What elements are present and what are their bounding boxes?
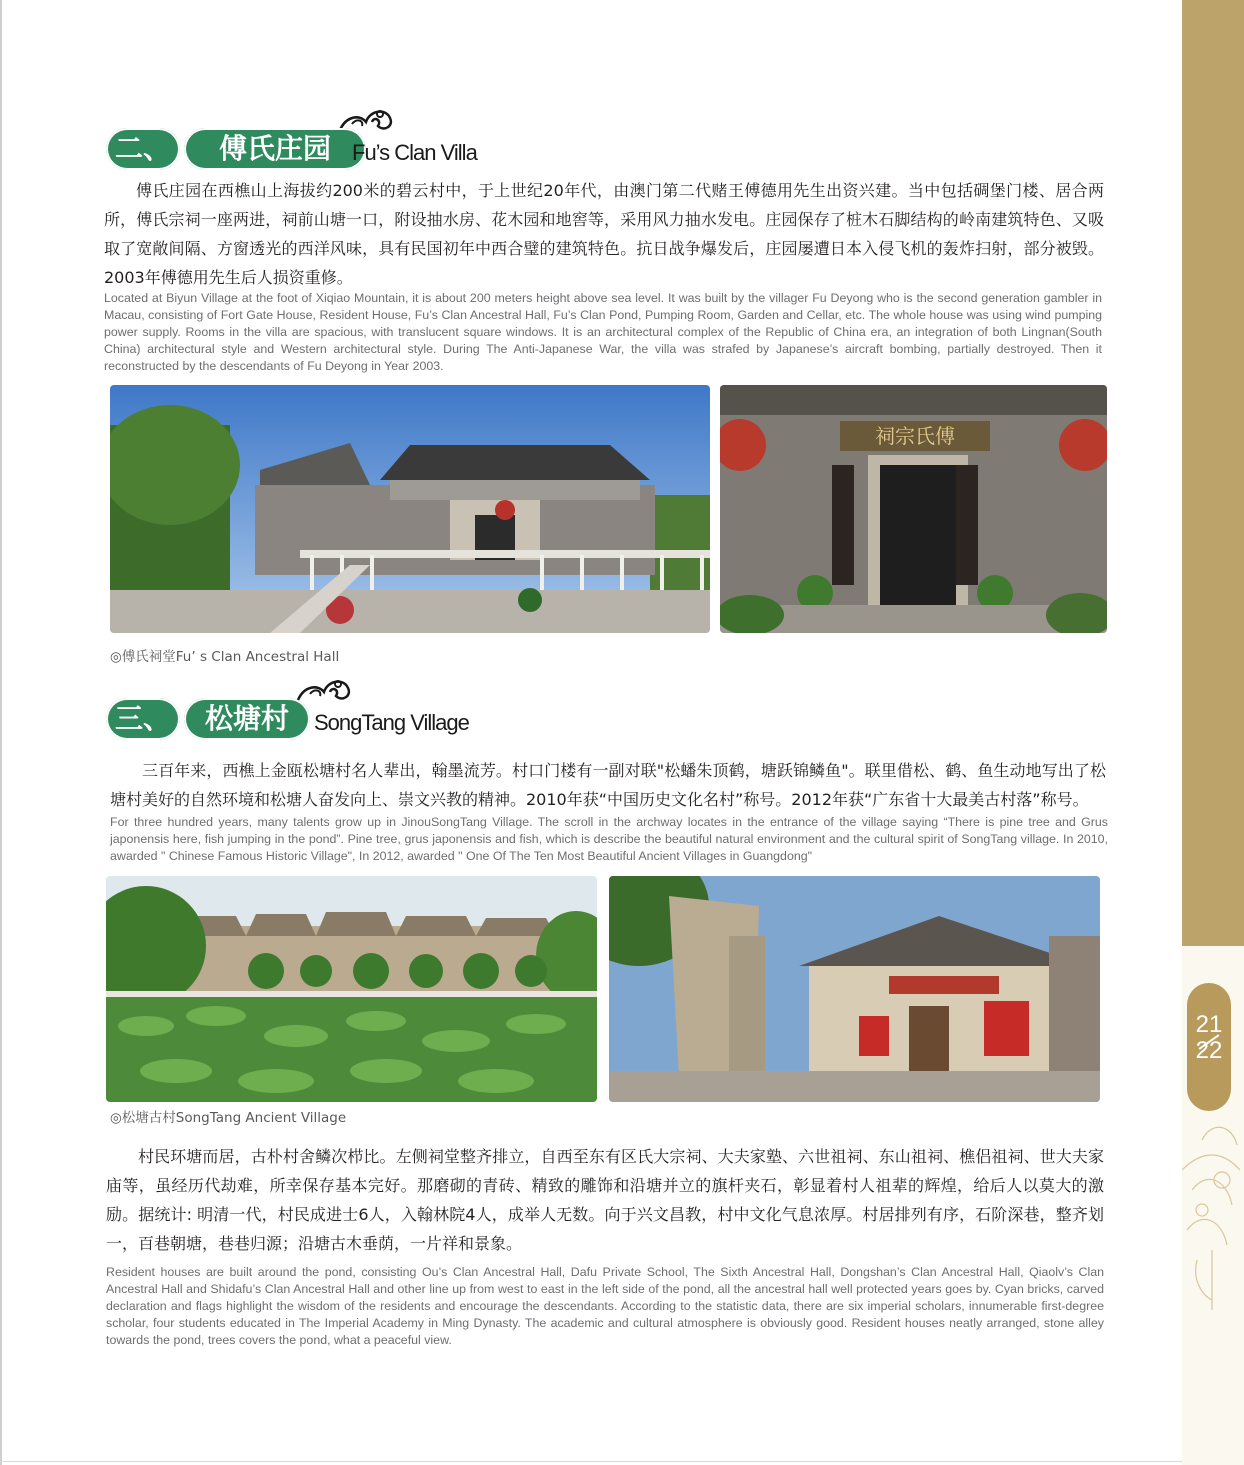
photo-songtang-lotus-pond — [106, 876, 597, 1102]
page-left-edge — [0, 0, 2, 1465]
hall-sign-text: 祠宗氏傅 — [875, 424, 955, 448]
page-number-right: 22 — [1195, 1037, 1223, 1064]
auspicious-cloud-icon — [294, 672, 354, 706]
section-number: 二、 — [106, 128, 180, 170]
page-bottom-rule — [0, 1461, 1182, 1462]
section-title-en: SongTang Village — [314, 710, 469, 735]
page-number-left: 21 — [1195, 1011, 1223, 1038]
songtang-body-cn: 三百年来，西樵上金瓯松塘村名人辈出，翰墨流芳。村口门楼有一副对联"松蟠朱顶鹤，塘跃锦鳞鱼"。联里借松、鹤、鱼生动地写出了松塘村美好的自然环境和松塘人奋发向上、崇文兴教的精神。2010年获“中国历史文化名村”称号。2012年获“广东省十大最美古村落”称号。 — [110, 761, 1106, 809]
photo-fu-ancestral-hall-gate — [720, 385, 1107, 633]
sidebar-gold-band — [1182, 0, 1244, 946]
photo-fu-villa-exterior — [110, 385, 710, 633]
songtang-body2-en: Resident houses are built around the pond, consisting Ou’s Clan Ancestral Hall, Dafu Private School, The Sixth Ancestral Hall, Dongshan’s Clan Ancestral Hall, Qiaolv’s Clan Ancestral Hall and Shidafu’s Clan Ancestral Hall and other line up from west to east in the left side of the pond, all the ancestral hall well protected years goes by. Cyan bricks, carved declaration and flags highlight the wisdom of the residents and encourage the descendants. According to the statistic data, there are six imperial scholars, innumerable first-degree scholar, four students educated in The Imperial Academy in Ming Dynasty. The academic and cultural atmosphere is obviously good. Resident houses neatly arranged, stone alley towards the pond, trees covers the pond, what a peaceful view. — [106, 1265, 1104, 1347]
section-heading-songtang-village — [104, 680, 524, 740]
songtang-body2-cn: 村民环塘而居，古朴村舍鳞次栉比。左侧祠堂整齐排立，自西至东有区氏大宗祠、大夫家塾、六世祖祠、东山祖祠、樵侣祖祠、世大夫家庙等，虽经历代劫难，所幸保存基本完好。那磨砌的青砖、精致的雕饰和沿塘并立的旗杆夹石，彰显着村人祖辈的辉煌，给后人以莫大的激励。据统计: 明清一代，村民成进士6人，入翰林院4人，成举人无数。向于兴文昌教，村中文化气息浓厚。村居排列有序，石阶深巷，整齐划一，百巷朝塘，巷巷归源；沿塘古木垂荫，一片祥和景象。 — [106, 1147, 1104, 1253]
section-number: 三、 — [106, 698, 180, 740]
page-number-tab — [1187, 983, 1231, 1111]
section-heading-fu-clan-villa — [104, 110, 524, 170]
section-title-en: Fu’s Clan Villa — [352, 140, 477, 165]
photo-caption-fu-clan: ◎傅氏祠堂Fu’ s Clan Ancestral Hall — [110, 649, 340, 665]
songtang-body-en: For three hundred years, many talents grow up in JinouSongTang Village. The scroll in the archway locates in the entrance of the village saying “There is pine tree and Grus japonensis here, fish jumping in the pond”. Pine tree, grus japonensis and fish, which is describe the beautiful natural environment and the cultural spirit of SongTang village. In 2010, awarded " Chinese Famous Historic Village", In 2012, awarded " One Of The Ten Most Beautiful Ancient Villages in Guangdong" — [110, 815, 1108, 863]
fu-villa-body-en: Located at Biyun Village at the foot of Xiqiao Mountain, it is about 200 meters height above sea level. It was built by the villager Fu Deyong who is the second generation gambler in Macau, consisting of Fort Gate House, Resident House, Fu’s Clan Ancestral Hall, Fu’s Clan Pond, Pumping Room, Garden and Cellar, etc. The whole house was using wind pumping power supply. Rooms in the villa are spacious, with translucent square windows. It is an architectural complex of the Republic of China era, an integration of both Lingnan(South China) architectural style and Western architectural style. During The Anti-Japanese War, the villa was strafed by Japanese’s aircraft bombing, partially destroyed. Then it reconstructed by the descendants of Fu Deyong in Year 2003. — [104, 291, 1102, 373]
lotus-ornament-icon — [1182, 1110, 1244, 1310]
photo-songtang-ancestral-hall — [609, 876, 1100, 1102]
fu-villa-body-cn: 傅氏庄园在西樵山上海拔约200米的碧云村中，于上世纪20年代，由澳门第二代赌王傅德用先生出资兴建。当中包括碉堡门楼、居合两所，傅氏宗祠一座两进，祠前山塘一口，附设抽水房、花木园和地窖等，采用风力抽水发电。庄园保存了桩木石脚结构的岭南建筑特色、又吸取了宽敞间隔、方窗透光的西洋风味，具有民国初年中西合璧的建筑特色。抗日战争爆发后，庄园屡遭日本入侵飞机的轰炸扫射，部分被毁。2003年傅德用先生后人损资重修。 — [104, 181, 1104, 287]
section-title-cn: 傅氏庄园 — [184, 128, 366, 170]
page-sidebar — [1182, 0, 1244, 1465]
photo-caption-songtang: ◎松塘古村SongTang Ancient Village — [110, 1110, 347, 1126]
section-title-cn: 松塘村 — [184, 698, 310, 740]
